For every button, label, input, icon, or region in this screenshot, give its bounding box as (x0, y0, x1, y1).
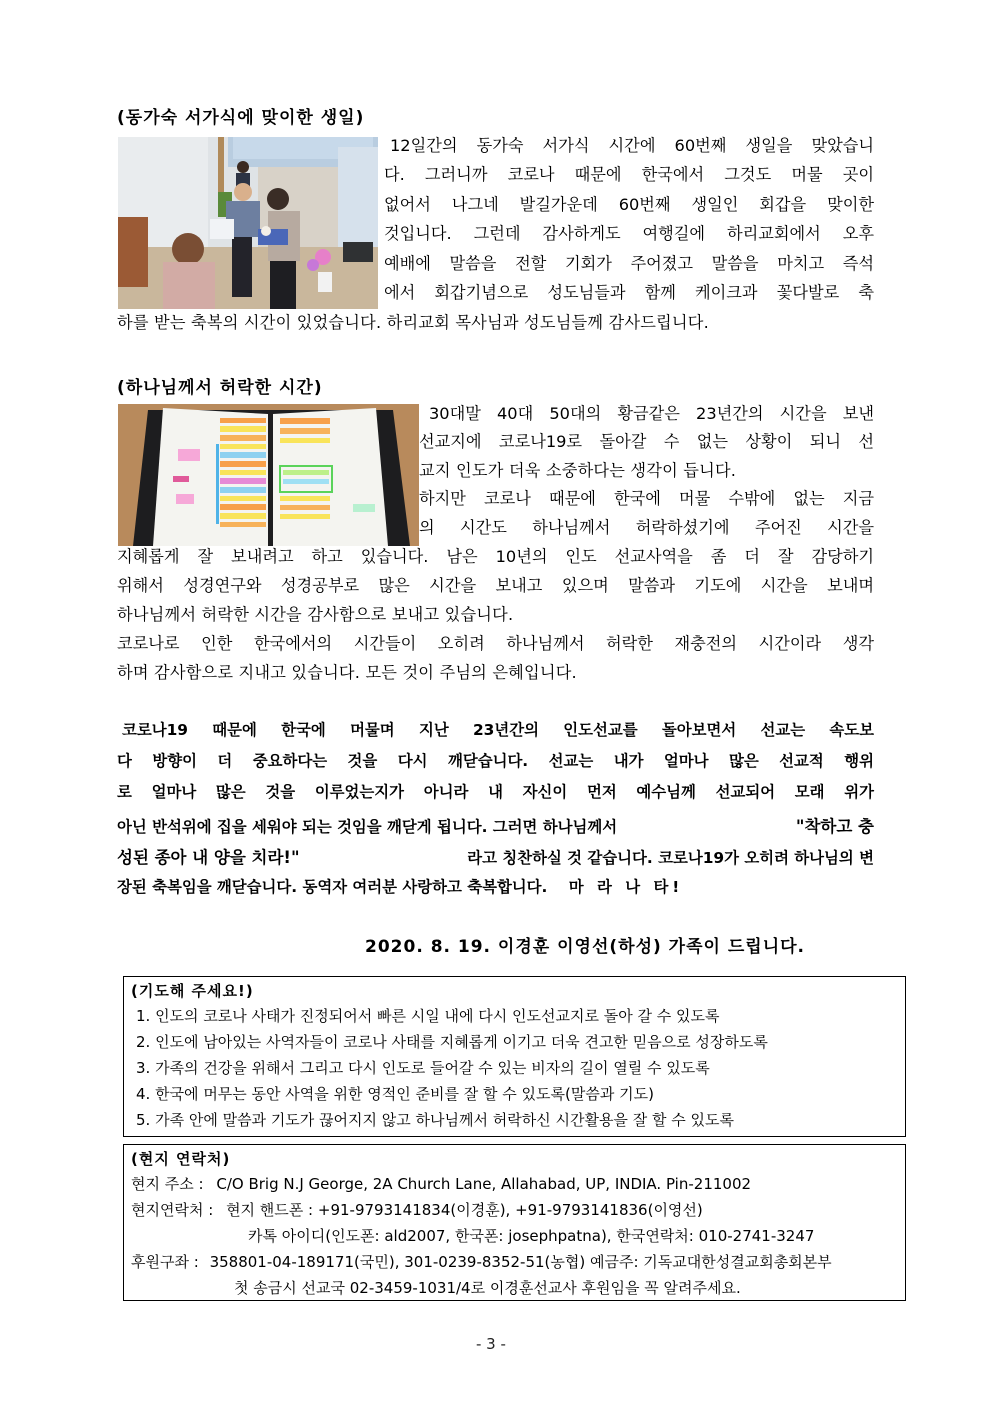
address-label: 현지 주소 : (131, 1175, 204, 1193)
paragraph-line: 교지 인도가 더욱 소중하다는 생각이 듭니다. (419, 461, 737, 480)
reflection-text: 장된 축복임을 깨닫습니다. 동역자 여러분 사랑하고 축복합니다. (117, 878, 548, 896)
paragraph-line: 30대말 40대 50대의 황금같은 23년간의 시간을 보낸 (429, 404, 874, 423)
paragraph-line: 없어서 나그네 발길가운데 60번째 생일인 회갑을 맞이한 (384, 195, 874, 214)
reflection-line-with-quote (117, 813, 874, 835)
page-number: - 3 - (476, 1335, 506, 1353)
phone-numbers: 현지 핸드폰 : +91-9793141834(이경훈), +91-9793141836(이영선) (226, 1201, 703, 1219)
reflection-line: 로 얼마나 많은 것을 이루었는지가 아니라 내 자신이 먼저 예수님께 선교되어 모래 위가 (117, 783, 874, 801)
highlighted-bible-photo (118, 404, 419, 546)
scripture-quote: 성된 종아 내 양을 치라!" (117, 848, 300, 867)
prayer-box-heading: (기도해 주세요!) (131, 982, 254, 1000)
signature-line: 2020. 8. 19. 이경훈 이영선(하성) 가족이 드립니다. (365, 937, 806, 957)
paragraph-line: 12일간의 동가숙 서가식 시간에 60번째 생일을 맞았습니 (390, 136, 874, 155)
contact-label: 현지연락처 : (131, 1201, 214, 1219)
photo-illustration-icon (118, 137, 378, 309)
maranatha: 마 라 나 타! (568, 878, 684, 896)
kakao-row: 카톡 아이디(인도폰: ald2007, 한국폰: josephpatna), 한국연락처: 010-2741-3247 (248, 1227, 815, 1245)
phone-row (131, 1200, 703, 1220)
address-value: C/O Brig N.J George, 2A Church Lane, Allahabad, UP, INDIA. Pin-211002 (216, 1175, 752, 1193)
prayer-item: 3. 가족의 건강을 위해서 그리고 다시 인도로 들어갈 수 있는 비자의 길이 열릴 수 있도록 (136, 1059, 710, 1077)
paragraph-line: 지혜롭게 잘 보내려고 하고 있습니다. 남은 10년의 인도 선교사역을 좀 더 잘 감당하기 (117, 547, 874, 566)
paragraph-line: 선교지에 코로나19로 돌아갈 수 없는 상황이 되니 선 (419, 432, 874, 451)
account-row (131, 1252, 832, 1272)
contact-info-box (123, 1144, 906, 1301)
paragraph-line: 코로나로 인한 한국에서의 시간들이 오히려 하나님께서 허락한 재충전의 시간이라 생각 (117, 634, 874, 653)
account-label: 후원구좌 : (131, 1253, 199, 1271)
prayer-item: 1. 인도의 코로나 사태가 진정되어서 빠른 시일 내에 다시 인도선교지로 돌아 갈 수 있도록 (136, 1007, 720, 1025)
reflection-line: 코로나19 때문에 한국에 머물며 지난 23년간의 인도선교를 돌아보면서 선교는 속도보 (122, 721, 874, 739)
reflection-line-with-quote (117, 844, 874, 866)
bible-illustration-icon (118, 404, 419, 546)
prayer-item: 5. 가족 안에 말씀과 기도가 끊어지지 않고 하나님께서 허락하신 시간활용을 잘 할 수 있도록 (136, 1111, 734, 1129)
birthday-celebration-photo (118, 137, 378, 309)
paragraph-line: 하나님께서 허락한 시간을 감사함으로 보내고 있습니다. (117, 605, 514, 624)
reflection-closing-line (117, 875, 683, 897)
paragraph-line: 하며 감사함으로 지내고 있습니다. 모든 것이 주님의 은혜입니다. (117, 663, 577, 682)
prayer-item: 2. 인도에 남아있는 사역자들이 코로나 사태를 지혜롭게 이기고 더욱 견고한 믿음으로 성장하도록 (136, 1033, 768, 1051)
paragraph-line: 하지만 코로나 때문에 한국에 머물 수밖에 없는 지금 (419, 489, 874, 508)
paragraph-line: 다. 그러니까 코로나 때문에 한국에서 그것도 머물 곳이 (384, 165, 874, 184)
prayer-item: 4. 한국에 머무는 동안 사역을 위한 영적인 준비를 잘 할 수 있도록(말씀과 기도) (136, 1085, 654, 1103)
scripture-quote: "착하고 충 (795, 817, 874, 836)
paragraph-line: 에서 회갑기념으로 성도님들과 함께 케이크과 꽃다발로 축 (384, 283, 874, 302)
reflection-text: 라고 칭찬하실 것 같습니다. 코로나19가 오히려 하나님의 변 (467, 849, 874, 867)
reflection-line: 다 방향이 더 중요하다는 것을 다시 깨닫습니다. 선교는 내가 얼마나 많은 선교적 행위 (117, 752, 874, 770)
prayer-request-box (123, 976, 906, 1137)
address-row (131, 1174, 751, 1194)
contact-box-heading: (현지 연락처) (131, 1150, 231, 1168)
paragraph-line: 의 시간도 하나님께서 허락하셨기에 주어진 시간을 (419, 518, 874, 537)
paragraph-line: 위해서 성경연구와 성경공부로 많은 시간을 보내고 있으며 말씀과 기도에 시간을 보내며 (117, 576, 874, 595)
paragraph-line: 하를 받는 축복의 시간이 있었습니다. 하리교회 목사님과 성도님들께 감사드립니다. (117, 313, 709, 332)
paragraph-line: 예배에 말씀을 전할 기회가 주어졌고 말씀을 마치고 즉석 (384, 254, 874, 273)
section-heading-birthday: (동가숙 서가식에 맞이한 생일) (117, 108, 365, 128)
paragraph-line: 것입니다. 그런데 감사하게도 여행길에 하리교회에서 오후 (384, 224, 874, 243)
remittance-note: 첫 송금시 선교국 02-3459-1031/4로 이경훈선교사 후원임을 꼭 알려주세요. (234, 1279, 741, 1297)
account-numbers: 358801-04-189171(국민), 301-0239-8352-51(농협) 예금주: 기독교대한성결교회총회본부 (209, 1253, 832, 1271)
section-heading-gods-time: (하나님께서 허락한 시간) (117, 378, 323, 398)
reflection-text: 아닌 반석위에 집을 세워야 되는 것임을 깨닫게 됩니다. 그러면 하나님께서 (117, 818, 618, 836)
